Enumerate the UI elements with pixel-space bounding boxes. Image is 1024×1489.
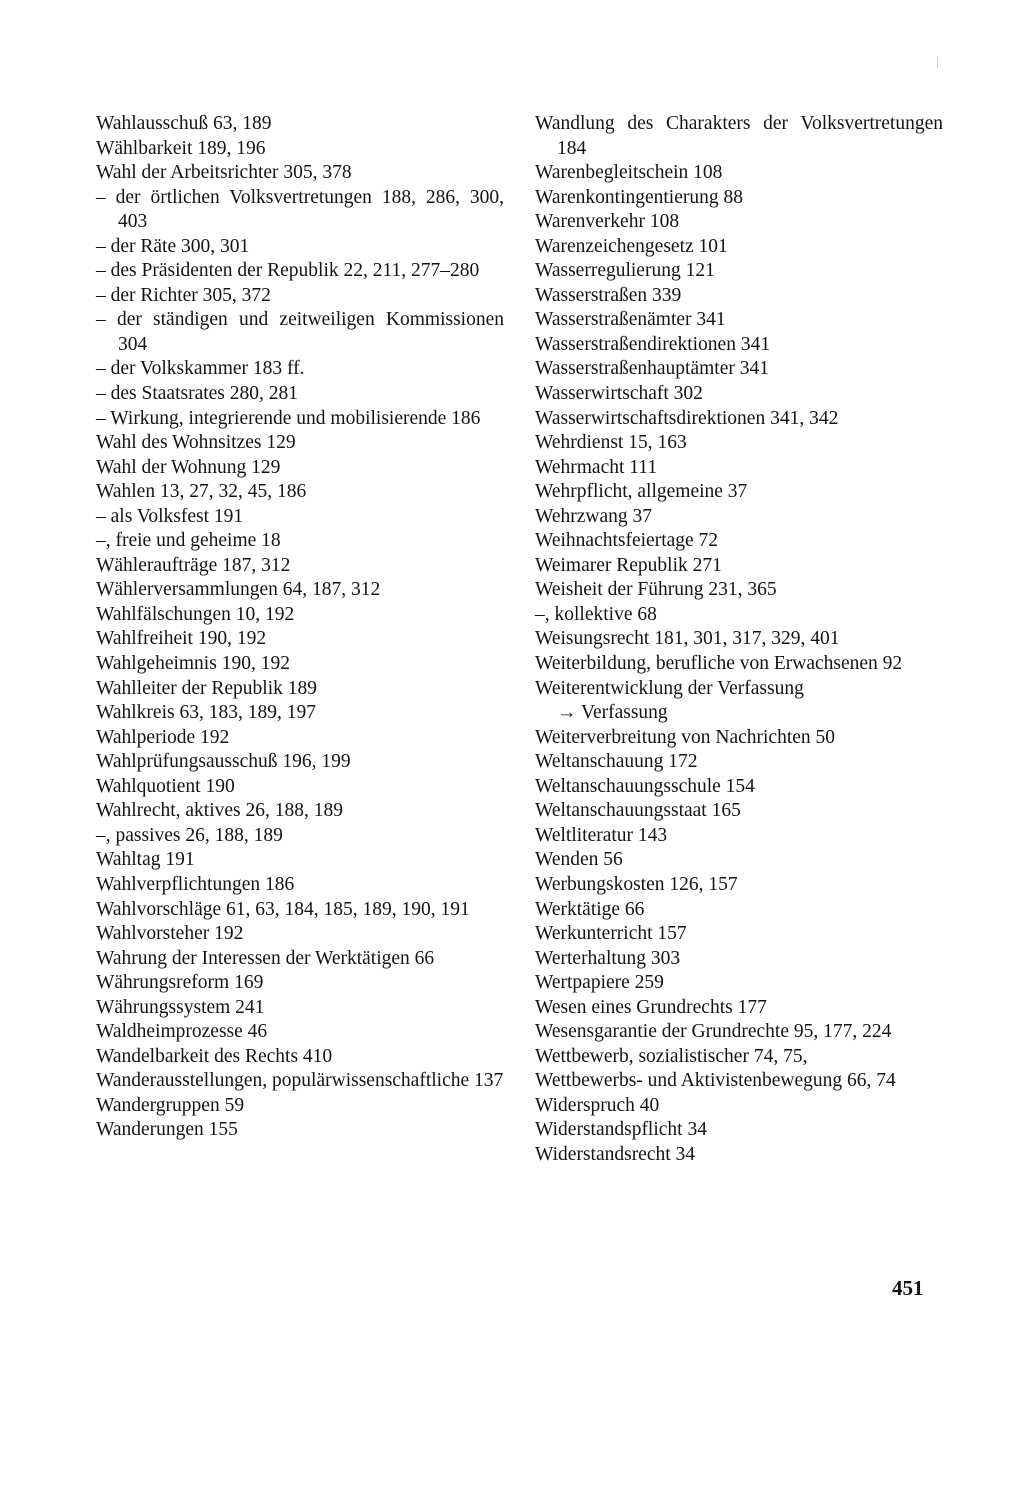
index-entry: Wettbewerbs- und Aktivistenbewegung 66, 74 [535,1070,896,1092]
index-entry: Währungsreform 169 [96,972,264,994]
index-entry: Wasserstraßenhauptämter 341 [535,358,769,380]
index-subentry: – der ständigen und zeitweiligen Kommissionen 304 [96,309,504,355]
index-subentry: – des Staatsrates 280, 281 [96,383,299,405]
page-number: 451 [892,1276,924,1300]
index-entry: Wahlen 13, 27, 32, 45, 186 [96,481,307,503]
scan-mark [937,56,938,68]
index-entry: Wasserregulierung 121 [535,260,715,282]
index-entry: Wanderungen 155 [96,1119,238,1141]
index-entry: Währungssystem 241 [96,996,265,1018]
index-subentry: –, freie und geheime 18 [96,530,281,552]
index-entry: Wählbarkeit 189, 196 [96,137,266,159]
index-entry: Wahlvorschläge 61, 63, 184, 185, 189, 190, 191 [96,898,470,920]
index-column-left [96,112,504,1143]
index-subentry: – der örtlichen Volksvertretungen 188, 286, 300, 403 [96,186,504,233]
index-entry: Wettbewerb, sozialistischer 74, 75, [535,1045,808,1067]
index-subentry: – des Präsidenten der Republik 22, 211, 277–280 [96,260,480,282]
index-entry: Weltanschauungsschule 154 [535,775,755,797]
index-subentry: – als Volksfest 191 [96,505,244,527]
index-column-right [535,112,943,1168]
index-entry: Wahlquotient 190 [96,775,235,797]
index-entry: Weimarer Republik 271 [535,554,722,576]
index-entry: Wasserwirtschaft 302 [535,383,703,405]
index-entry: Wahlleiter der Republik 189 [96,677,317,699]
index-entry: Wandergruppen 59 [96,1094,245,1116]
index-entry: Wahlrecht, aktives 26, 188, 189 [96,800,343,822]
index-entry: Wahlperiode 192 [96,726,230,748]
index-entry: Wahlausschuß 63, 189 [96,113,272,134]
index-entry: Weihnachtsfeiertage 72 [535,530,719,552]
index-entry: Wählerversammlungen 64, 187, 312 [96,579,381,601]
index-entry: Wahlkreis 63, 183, 189, 197 [96,702,316,724]
index-entry: Weltanschauung 172 [535,751,698,773]
index-entry: Werkunterricht 157 [535,923,687,945]
index-entry: Wasserwirtschaftsdirektionen 341, 342 [535,407,839,429]
index-entry: Wahlfälschungen 10, 192 [96,603,295,625]
index-entry: Weiterbildung, berufliche von Erwachsenen 92 [535,653,903,675]
index-entry: Weltanschauungsstaat 165 [535,800,741,822]
index-entry: Wertpapiere 259 [535,972,664,994]
index-entry: Weisungsrecht 181, 301, 317, 329, 401 [535,628,840,650]
index-subentry: – der Räte 300, 301 [96,235,250,257]
index-entry: Weiterentwicklung der Verfassung [535,677,804,699]
index-entry: Wahlprüfungsausschuß 196, 199 [96,751,351,773]
index-subentry: – Wirkung, integrierende und mobilisierende 186 [96,407,481,429]
index-entry: Weltliteratur 143 [535,824,668,846]
index-entry: Wahl des Wohnsitzes 129 [96,432,296,454]
index-entry: Weisheit der Führung 231, 365 [535,579,777,601]
index-entry: Wahrung der Interessen der Werktätigen 66 [96,947,435,969]
index-entry: Werterhaltung 303 [535,947,681,969]
index-entry: Widerstandsrecht 34 [535,1143,696,1165]
index-entry: Warenkontingentierung 88 [535,186,743,208]
index-subentry: – der Richter 305, 372 [96,284,271,306]
index-entry: Wesen eines Grundrechts 177 [535,996,767,1018]
index-subentry: – der Volkskammer 183 ff. [96,358,305,380]
index-entry: Wahlvorsteher 192 [96,923,244,945]
index-entry: Warenbegleitschein 108 [535,162,723,184]
index-entry: Wahl der Wohnung 129 [96,456,281,478]
index-entry: Wahlfreiheit 190, 192 [96,628,267,650]
index-entry: Wehrdienst 15, 163 [535,432,687,454]
index-entry: Waldheimprozesse 46 [96,1021,268,1043]
index-entry: Wandlung des Charakters der Volksvertretungen 184 [535,113,943,159]
index-subentry: –, passives 26, 188, 189 [96,824,283,846]
index-entry: Werktätige 66 [535,898,645,920]
index-entry: Wähleraufträge 187, 312 [96,554,291,576]
index-entry: Warenverkehr 108 [535,211,680,233]
index-entry: Wehrpflicht, allgemeine 37 [535,481,748,503]
index-entry: Wesensgarantie der Grundrechte 95, 177, 224 [535,1021,892,1043]
index-entry: Widerstandspflicht 34 [535,1119,707,1141]
index-cross-reference: → Verfassung [557,702,668,724]
index-entry: Wehrmacht 111 [535,456,658,478]
index-entry: Wenden 56 [535,849,623,871]
index-entry: Wahlgeheimnis 190, 192 [96,653,290,675]
index-entry: Warenzeichengesetz 101 [535,235,728,257]
index-entry: Wanderausstellungen, populärwissenschaftliche 137 [96,1070,504,1092]
index-entry: Wahl der Arbeitsrichter 305, 378 [96,162,352,184]
index-entry: Weiterverbreitung von Nachrichten 50 [535,726,836,748]
index-entry: Wandelbarkeit des Rechts 410 [96,1045,333,1067]
index-entry: Wasserstraßen 339 [535,284,682,306]
index-entry: Wahltag 191 [96,849,195,871]
index-entry: Werbungskosten 126, 157 [535,873,738,895]
index-entry: Wasserstraßendirektionen 341 [535,333,771,355]
index-entry: Widerspruch 40 [535,1094,660,1116]
index-subentry: –, kollektive 68 [535,603,657,625]
index-entry: Wasserstraßenämter 341 [535,309,726,331]
index-entry: Wehrzwang 37 [535,505,653,527]
index-entry: Wahlverpflichtungen 186 [96,873,295,895]
